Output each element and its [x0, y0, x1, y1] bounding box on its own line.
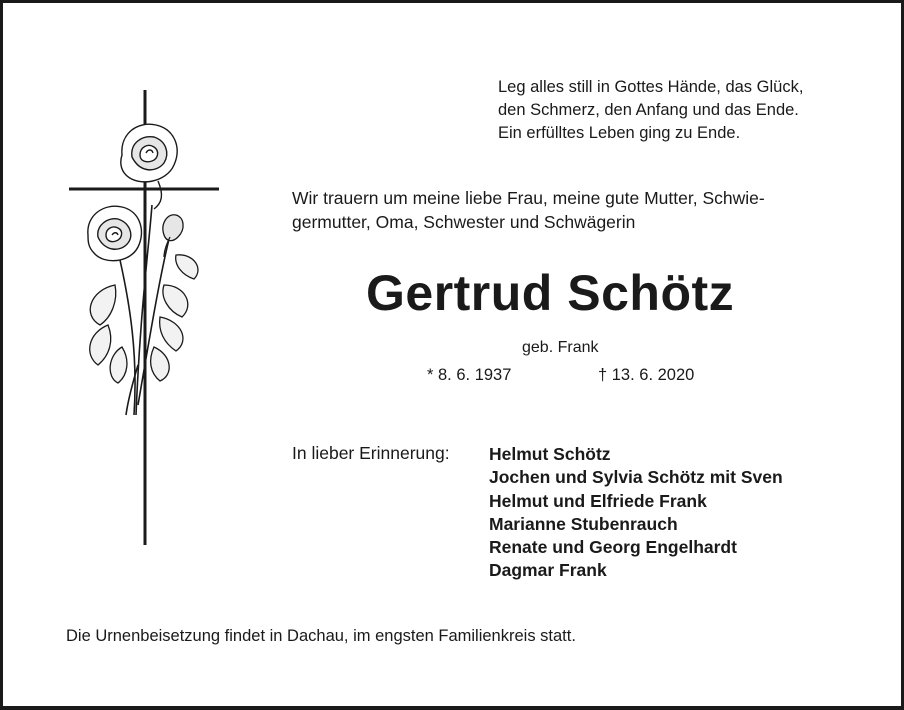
- mourner-name: Helmut und Elfriede Frank: [489, 490, 707, 511]
- mourner-name: Helmut Schötz: [489, 444, 611, 464]
- mourner-name: Dagmar Frank: [489, 560, 607, 581]
- rose-icon: [88, 206, 142, 260]
- deceased-name: Gertrud Schötz: [366, 265, 735, 321]
- mourner-name: Renate und Georg Engelhardt: [489, 537, 737, 558]
- mourner-name: Jochen und Sylvia Schötz mit Sven: [489, 467, 783, 488]
- cross-with-roses-icon: [60, 85, 230, 550]
- birth-date: * 8. 6. 1937: [427, 366, 512, 384]
- maiden-name: geb. Frank: [522, 339, 599, 356]
- motto-line: Leg alles still in Gottes Hände, das Glück,: [498, 78, 804, 96]
- burial-notice: Die Urnenbeisetzung findet in Dachau, im engsten Familienkreis statt.: [66, 627, 576, 645]
- rose-icon: [121, 124, 177, 209]
- intro-line: Wir trauern um meine liebe Frau, meine gute Mutter, Schwie-: [292, 188, 765, 208]
- motto-verse: [498, 76, 803, 145]
- intro-text: [292, 186, 765, 234]
- memory-label: In lieber Erinnerung:: [292, 443, 450, 463]
- intro-line: germutter, Oma, Schwester und Schwägerin: [292, 212, 636, 232]
- motto-line: den Schmerz, den Anfang und das Ende.: [498, 101, 799, 119]
- death-date: † 13. 6. 2020: [598, 366, 695, 384]
- mourner-name: Marianne Stubenrauch: [489, 513, 678, 534]
- motto-line: Ein erfülltes Leben ging zu Ende.: [498, 124, 741, 142]
- mourners-list: [489, 443, 783, 583]
